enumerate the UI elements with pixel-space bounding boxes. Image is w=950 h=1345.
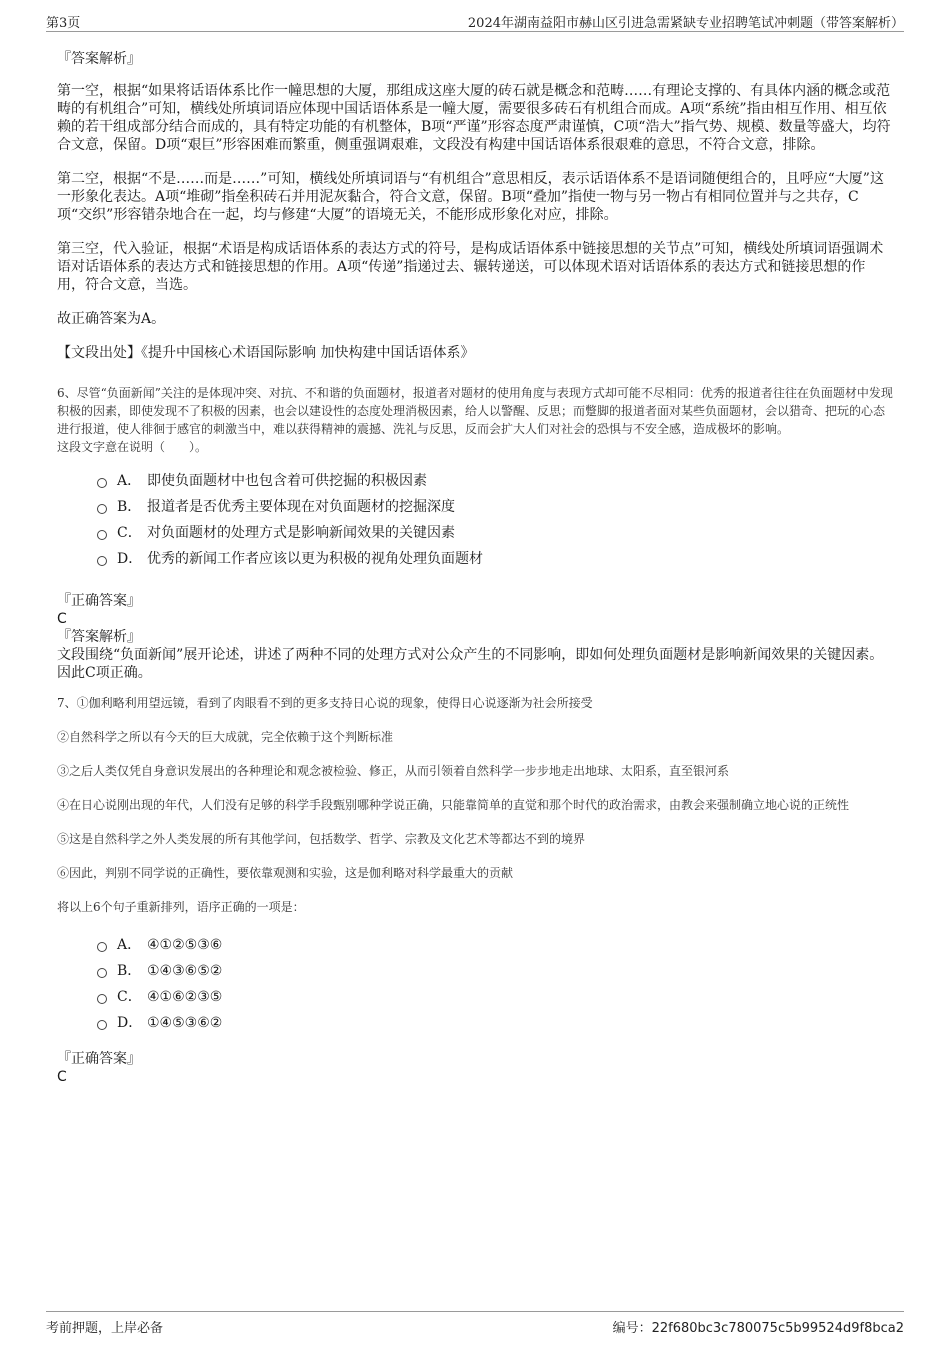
document-serial: 编号：22f680bc3c780075c5b99524d9f8bca2 — [612, 1321, 904, 1336]
option-text: ①④⑤③⑥② — [147, 1015, 223, 1031]
document-title: 2024年湖南益阳市赫山区引进急需紧缺专业招聘笔试冲刺题（带答案解析） — [467, 16, 904, 31]
q6-options — [97, 468, 893, 572]
option-text: ①④③⑥⑤② — [147, 963, 223, 979]
option-letter: C． — [117, 989, 142, 1005]
option-letter: C． — [117, 525, 142, 541]
q6-option-b[interactable] — [97, 494, 893, 520]
q6-option-d[interactable] — [97, 546, 893, 572]
q6-question: 这段文字意在说明（ ）。 — [57, 440, 208, 454]
q7-option-b[interactable] — [97, 958, 893, 984]
radio-button-icon[interactable] — [97, 968, 107, 978]
q7-sentence-2: ②自然科学之所以有今天的巨大成就，完全依赖于这个判断标准 — [57, 730, 394, 744]
q7-options — [97, 932, 893, 1036]
option-letter: B． — [117, 499, 142, 515]
q7-question: 将以上6个句子重新排列，语序正确的一项是： — [57, 900, 305, 914]
radio-button-icon[interactable] — [97, 994, 107, 1004]
option-text: ④①②⑤③⑥ — [147, 937, 223, 953]
q7-option-c[interactable] — [97, 984, 893, 1010]
q5-analysis-paragraph-2: 第二空，根据“不是……而是……”可知，横线处所填词语与“有机组合”意思相反，表示话语体系不是语词随便组合的，且呼应“大厦”这一形象化表达。A项“堆砌”指垒积砖石并用泥灰黏合，符合文意，保留。B项“叠加”指使一物与另一物占有相同位置并与之共存，C项“交织”形容错杂地合在一起，均与修建“大厦”的语境无关，不能形成形象化对应，排除。 — [57, 171, 884, 223]
option-text: 报道者是否优秀主要体现在对负面题材的挖掘深度 — [147, 499, 455, 515]
q7-option-d[interactable] — [97, 1010, 893, 1036]
page-content — [57, 50, 893, 1086]
q6-option-c[interactable] — [97, 520, 893, 546]
q5-conclusion: 故正确答案为A。 — [57, 311, 166, 327]
q5-analysis-paragraph-1: 第一空，根据“如果将话语体系比作一幢思想的大厦，那组成这座大厦的砖石就是概念和范畴……有理论支撑的、有具体内涵的概念或范畴的有机组合”可知，横线处所填词语应体现中国话语体系是一幢大厦，需要很多砖石有机组合而成。A项“系统”指由相互作用、相互依赖的若干组成部分结合而成的，具有特定功能的有机整体，B项“严谨”形容态度严肃谨慎，C项“浩大”指气势、规模、数量等盛大，均符合文意，保留。D项“艰巨”形容困难而繁重，侧重强调艰难，文段没有构建中国话语体系很艰难的意思，不符合文意，排除。 — [57, 83, 891, 153]
option-letter: D． — [117, 1015, 143, 1031]
radio-button-icon[interactable] — [97, 556, 107, 566]
question-7 — [57, 694, 893, 1086]
q5-analysis-section — [57, 50, 893, 362]
page-header — [0, 0, 950, 34]
q6-analysis: 文段围绕“负面新闻”展开论述，讲述了两种不同的处理方式对公众产生的不同影响，即如何处理负面题材是影响新闻效果的关键因素。因此C项正确。 — [57, 647, 884, 681]
option-text: 即使负面题材中也包含着可供挖掘的积极因素 — [147, 473, 427, 489]
q6-option-a[interactable] — [97, 468, 893, 494]
q7-sentence-1: 7、①伽利略利用望远镜，看到了肉眼看不到的更多支持日心说的现象，使得日心说逐渐为社会所接受 — [57, 696, 593, 710]
option-text: 对负面题材的处理方式是影响新闻效果的关键因素 — [147, 525, 455, 541]
radio-button-icon[interactable] — [97, 504, 107, 514]
page-footer — [0, 1308, 950, 1345]
option-letter: A． — [117, 473, 142, 489]
page-number: 第3页 — [46, 16, 81, 31]
radio-button-icon[interactable] — [97, 530, 107, 540]
option-letter: A． — [117, 937, 142, 953]
q6-analysis-heading: 『答案解析』 — [57, 629, 141, 645]
q6-stem: 6、尽管“负面新闻”关注的是体现冲突、对抗、不和谐的负面题材，报道者对题材的使用角度与表现方式却可能不尽相同：优秀的报道者往往在负面题材中发现积极的因素，即使发现不了积极的因素，也会以建设性的态度处理消极因素，给人以警醒、反思；而蹩脚的报道者面对某些负面题材，会以猎奇、把玩的心态进行报道，使人徘徊于感官的刺激当中，难以获得精神的震撼、洗礼与反思，反而会扩大人们对社会的恐惧与不安全感，造成极坏的影响。 — [57, 386, 893, 436]
q5-analysis-heading: 『答案解析』 — [57, 51, 141, 67]
q7-sentence-5: ⑤这是自然科学之外人类发展的所有其他学问，包括数学、哲学、宗教及文化艺术等都达不到的境界 — [57, 832, 586, 846]
q7-sentence-4: ④在日心说刚出现的年代，人们没有足够的科学手段甄别哪种学说正确，只能靠简单的直觉和那个时代的政治需求，由教会来强制确立地心说的正统性 — [57, 798, 850, 812]
radio-button-icon[interactable] — [97, 942, 107, 952]
option-text: ④①⑥②③⑤ — [147, 989, 223, 1005]
footer-divider — [46, 1311, 904, 1312]
q6-answer-heading: 『正确答案』 — [57, 593, 141, 609]
q7-answer: C — [57, 1069, 67, 1085]
q7-sentence-3: ③之后人类仅凭自身意识发展出的各种理论和观念被检验、修正，从而引领着自然科学一步步地走出地球、太阳系，直至银河系 — [57, 764, 730, 778]
q5-analysis-paragraph-3: 第三空，代入验证，根据“术语是构成话语体系的表达方式的符号，是构成话语体系中链接思想的关节点”可知，横线处所填词语强调术语对话语体系的表达方式和链接思想的作用。A项“传递”指递过去、辗转递送，可以体现术语对话语体系的表达方式和链接思想的作用，符合文意，当选。 — [57, 241, 884, 293]
q7-option-a[interactable] — [97, 932, 893, 958]
radio-button-icon[interactable] — [97, 478, 107, 488]
radio-button-icon[interactable] — [97, 1020, 107, 1030]
q5-source: 【文段出处】《提升中国核心术语国际影响 加快构建中国话语体系》 — [57, 345, 475, 361]
option-text: 优秀的新闻工作者应该以更为积极的视角处理负面题材 — [147, 551, 483, 567]
q6-answer: C — [57, 611, 67, 627]
option-letter: D． — [117, 551, 143, 567]
header-divider — [46, 31, 904, 32]
q7-answer-heading: 『正确答案』 — [57, 1051, 141, 1067]
option-letter: B． — [117, 963, 142, 979]
question-6 — [57, 384, 893, 682]
footer-slogan: 考前押题，上岸必备 — [46, 1321, 164, 1336]
q7-sentence-6: ⑥因此，判别不同学说的正确性，要依靠观测和实验，这是伽利略对科学最重大的贡献 — [57, 866, 514, 880]
